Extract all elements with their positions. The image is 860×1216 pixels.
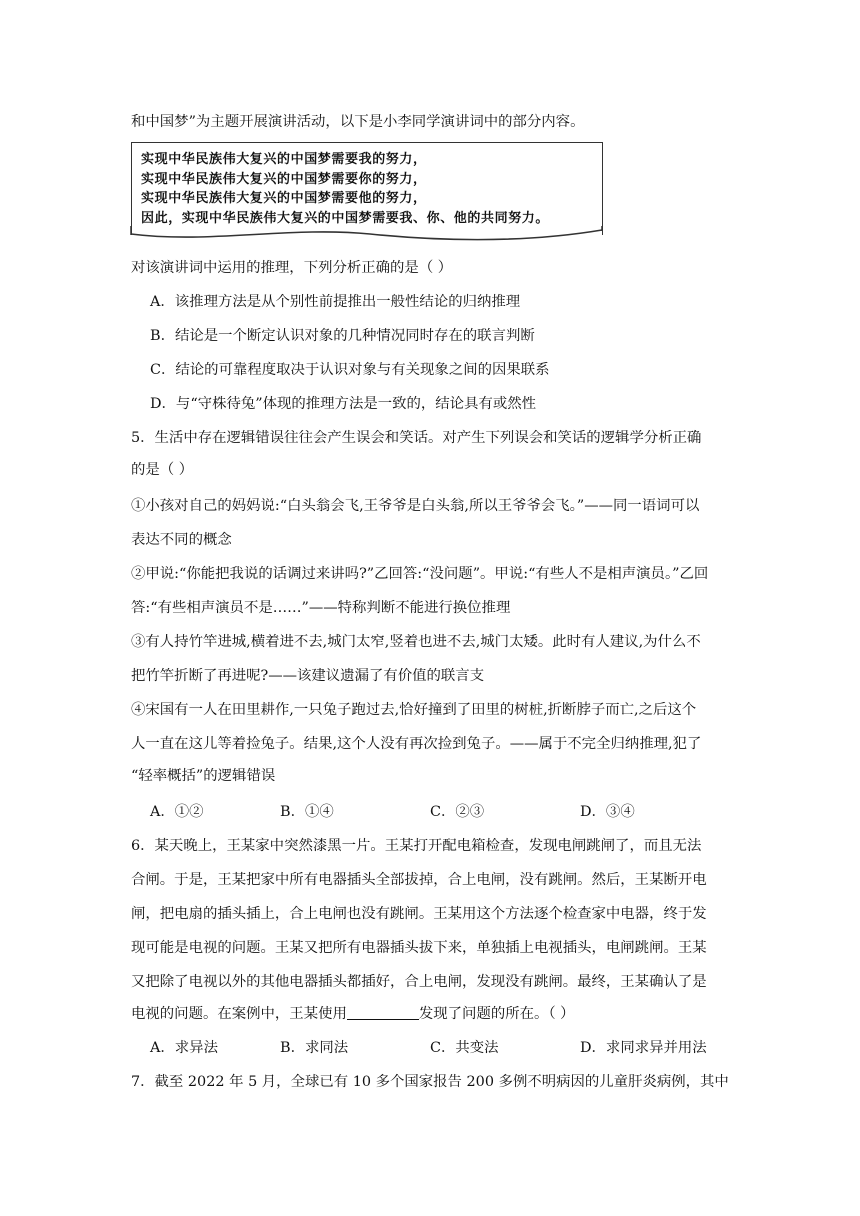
q6-option-b: B．求同法 bbox=[280, 1040, 349, 1056]
q6-option-c: C．共变法 bbox=[430, 1040, 499, 1056]
q6-option-a: A．求异法 bbox=[150, 1040, 218, 1056]
q4-stem: 对该演讲词中运用的推理，下列分析正确的是（ ） bbox=[131, 260, 453, 276]
q5-item-line: 人一直在这儿等着捡兔子。结果,这个人没有再次捡到兔子。——属于不完全归纳推理,犯了 bbox=[131, 736, 702, 752]
q5-option-a: A．①② bbox=[150, 804, 204, 820]
speech-line: 因此，实现中华民族伟大复兴的中国梦需要我、你、他的共同努力。 bbox=[141, 210, 550, 226]
q6-line: 现可能是电视的问题。王某又把所有电器插头拔下来，单独插上电视插头，电闸跳闸。王某 bbox=[131, 940, 707, 956]
q4-option-d: D．与“守株待兔”体现的推理方法是一致的，结论具有或然性 bbox=[150, 396, 537, 412]
q5-item-line: ②甲说:“你能把我说的话调过来讲吗?”乙回答:“没问题”。甲说:“有些人不是相声演员。”乙回 bbox=[131, 566, 709, 582]
q5-option-d: D．③④ bbox=[580, 804, 635, 820]
q4-option-c: C．结论的可靠程度取决于认识对象与有关现象之间的因果联系 bbox=[150, 362, 550, 378]
speech-box bbox=[131, 142, 603, 235]
q4-option-a: A．该推理方法是从个别性前提推出一般性结论的归纳推理 bbox=[150, 294, 521, 310]
q5-stem-line: 5．生活中存在逻辑错误往往会产生误会和笑话。对产生下列误会和笑话的逻辑学分析正确 bbox=[131, 430, 702, 446]
q6-line: 又把除了电视以外的其他电器插头都插好，合上电闸，发现没有跳闸。最终，王某确认了是 bbox=[131, 974, 707, 990]
speech-line: 实现中华民族伟大复兴的中国梦需要他的努力， bbox=[141, 191, 427, 206]
q6-line: 合闸。于是，王某把家中所有电器插头全部拔掉，合上电闸，没有跳闸。然后，王某断开电 bbox=[131, 872, 707, 888]
speech-line: 实现中华民族伟大复兴的中国梦需要我的努力， bbox=[141, 152, 427, 167]
q7-line: 7．截至 2022 年 5 月，全球已有 10 多个国家报告 200 多例不明病因的儿童肝炎病例，其中 bbox=[131, 1074, 729, 1090]
q6-last-after: 发现了问题的所在。（ ） bbox=[418, 1006, 575, 1022]
speech-box-wavy-border bbox=[130, 226, 604, 246]
q5-option-b: B．①④ bbox=[280, 804, 334, 820]
q5-item-line: ④宋国有一人在田里耕作,一只兔子跑过去,恰好撞到了田里的树桩,折断脖子而亡,之后这个 bbox=[131, 702, 697, 718]
q6-last-before: 电视的问题。在案例中，王某使用 bbox=[131, 1006, 347, 1022]
q5-option-c: C．②③ bbox=[430, 804, 485, 820]
q6-last-line bbox=[131, 1004, 575, 1024]
q4-option-b: B．结论是一个断定认识对象的几种情况同时存在的联言判断 bbox=[150, 328, 535, 344]
intro-line: 和中国梦”为主题开展演讲活动，以下是小李同学演讲词中的部分内容。 bbox=[131, 114, 585, 130]
q5-item-line: ③有人持竹竿进城,横着进不去,城门太窄,竖着也进不去,城门太矮。此时有人建议,为什么不 bbox=[131, 634, 701, 650]
q5-stem-line: 的是（ ） bbox=[131, 462, 194, 478]
q5-item-line: 表达不同的概念 bbox=[131, 532, 232, 548]
q5-item-line: “轻率概括”的逻辑错误 bbox=[131, 768, 276, 784]
q5-item-line: 把竹竿折断了再进呢?——该建议遗漏了有价值的联言支 bbox=[131, 668, 485, 684]
q6-line: 闸，把电扇的插头插上，合上电闸也没有跳闸。王某用这个方法逐个检查家中电器，终于发 bbox=[131, 906, 707, 922]
q6-line: 6．某天晚上，王某家中突然漆黑一片。王某打开配电箱检查，发现电闸跳闸了，而且无法 bbox=[131, 838, 702, 854]
q5-item-line: ①小孩对自己的妈妈说:“白头翁会飞,王爷爷是白头翁,所以王爷爷会飞。”——同一语词可以 bbox=[131, 498, 700, 514]
speech-line: 实现中华民族伟大复兴的中国梦需要你的努力， bbox=[141, 171, 427, 187]
answer-blank bbox=[347, 1005, 419, 1020]
q5-item-line: 答:“有些相声演员不是……”——特称判断不能进行换位推理 bbox=[131, 600, 511, 616]
q6-option-d: D．求同求异并用法 bbox=[580, 1040, 707, 1056]
